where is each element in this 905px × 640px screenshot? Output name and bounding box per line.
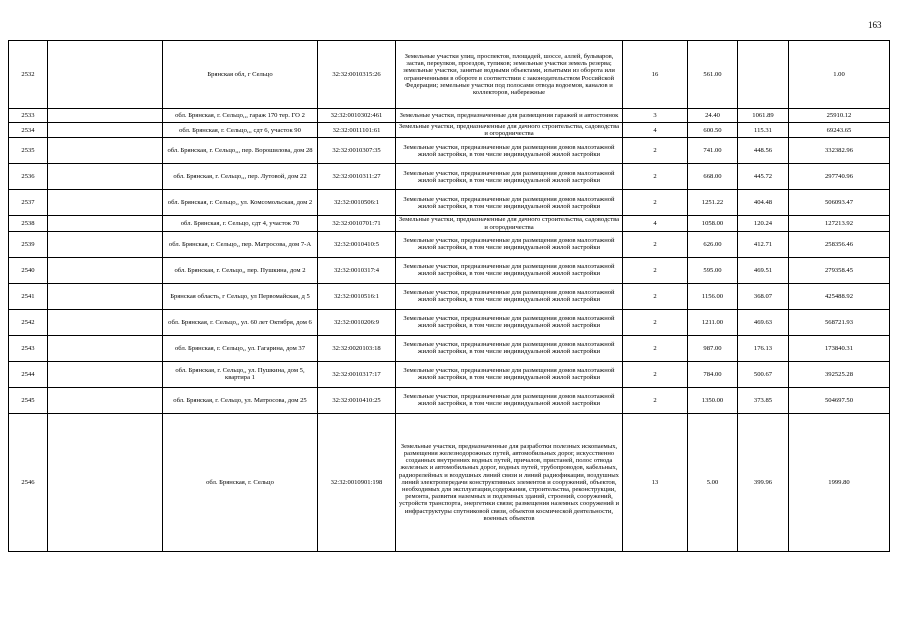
address-cell: обл. Брянская, г. Сельцо,, ул. 60 лет Октября, дом 6 <box>163 309 318 335</box>
row-number-cell: 2541 <box>9 283 48 309</box>
specific-value-cell: 368.07 <box>738 283 789 309</box>
area-cell: 1156.00 <box>688 283 738 309</box>
land-use-cell: Земельные участки, предназначенные для размещения домов малоэтажной жилой застройки, в том числе индивидуальной жилой застройки <box>396 231 623 257</box>
table-row <box>9 41 890 109</box>
cadastral-value-cell: 127213.92 <box>789 216 890 231</box>
land-use-cell: Земельные участки, предназначенные для дачного строительства, садоводства и огородничества <box>396 216 623 231</box>
blank-cell <box>48 309 163 335</box>
row-number-cell: 2540 <box>9 257 48 283</box>
group-cell: 2 <box>623 231 688 257</box>
row-number-cell: 2532 <box>9 41 48 109</box>
specific-value-cell: 469.63 <box>738 309 789 335</box>
group-cell: 2 <box>623 361 688 387</box>
cadastral-value-cell: 69243.65 <box>789 123 890 138</box>
group-cell: 2 <box>623 164 688 190</box>
table-row <box>9 123 890 138</box>
cadastral-value-cell: 1999.80 <box>789 413 890 551</box>
cadastral-number-cell: 32:32:0020103:18 <box>318 335 396 361</box>
table-row <box>9 216 890 231</box>
address-cell: обл. Брянская, г. Сельцо, ул. Матросова, дом 25 <box>163 387 318 413</box>
land-use-cell: Земельные участки, предназначенные для дачного строительства, садоводства и огородничества <box>396 123 623 138</box>
land-use-cell: Земельные участки, предназначенные для размещения домов малоэтажной жилой застройки, в том числе индивидуальной жилой застройки <box>396 138 623 164</box>
blank-cell <box>48 231 163 257</box>
cadastral-number-cell: 32:32:0010516:1 <box>318 283 396 309</box>
row-number-cell: 2535 <box>9 138 48 164</box>
group-cell: 4 <box>623 216 688 231</box>
area-cell: 784.00 <box>688 361 738 387</box>
table-row <box>9 164 890 190</box>
land-use-cell: Земельные участки, предназначенные для размещения домов малоэтажной жилой застройки, в том числе индивидуальной жилой застройки <box>396 387 623 413</box>
cadastral-value-cell: 504697.50 <box>789 387 890 413</box>
blank-cell <box>48 387 163 413</box>
cadastral-number-cell: 32:32:0010410:25 <box>318 387 396 413</box>
cadastral-value-cell: 279358.45 <box>789 257 890 283</box>
address-cell: обл. Брянская, г. Сельцо,, ул. Пушкина, дом 5, квартира 1 <box>163 361 318 387</box>
address-cell: обл. Брянская, г. Сельцо, сдт 4, участок 70 <box>163 216 318 231</box>
row-number-cell: 2533 <box>9 109 48 123</box>
group-cell: 2 <box>623 335 688 361</box>
area-cell: 24.40 <box>688 109 738 123</box>
specific-value-cell: 500.67 <box>738 361 789 387</box>
row-number-cell: 2546 <box>9 413 48 551</box>
address-cell: обл. Брянская, г. Сельцо,, ул. Гагарина, дом 37 <box>163 335 318 361</box>
cadastral-value-cell: 568721.93 <box>789 309 890 335</box>
address-cell: обл. Брянская, г. Сельцо <box>163 413 318 551</box>
row-number-cell: 2536 <box>9 164 48 190</box>
cadastral-value-cell: 392525.28 <box>789 361 890 387</box>
table-row <box>9 109 890 123</box>
specific-value-cell: 1061.89 <box>738 109 789 123</box>
blank-cell <box>48 164 163 190</box>
cadastral-value-cell: 258356.46 <box>789 231 890 257</box>
cadastral-number-cell: 32:32:0010317:4 <box>318 257 396 283</box>
specific-value-cell: 404.48 <box>738 190 789 216</box>
cadastral-number-cell: 32:32:0010315:26 <box>318 41 396 109</box>
area-cell: 1350.00 <box>688 387 738 413</box>
table-row <box>9 413 890 551</box>
row-number-cell: 2542 <box>9 309 48 335</box>
cadastral-value-cell: 506093.47 <box>789 190 890 216</box>
row-number-cell: 2544 <box>9 361 48 387</box>
land-use-cell: Земельные участки, предназначенные для размещения гаражей и автостоянок <box>396 109 623 123</box>
address-cell: Брянская обл, г Сельцо <box>163 41 318 109</box>
specific-value-cell: 176.13 <box>738 335 789 361</box>
blank-cell <box>48 190 163 216</box>
land-use-cell: Земельные участки, предназначенные для разработки полезных ископаемых, размещения железнодорожных путей, автомобильных дорог, искусственно созданных внутренних водных путей, причалов, пристаней, полос отвода железных и автомобильных дорог, водных путей, трубопроводов, кабельных, радиорелейных и воздушных линий связи и линий радиофикации, воздушных линий электропередачи конструктивных элементов и сооружений, объектов, необходимых для эксплуатации,содержания, строительства, реконструкции, ремонта, развития наземных и подземных зданий, строений, сооружений, устройств транспорта, энергетики связи; размещения наземных сооружений и инфраструктуры спутниковой связи, объектов космической деятельности, военных объектов <box>396 413 623 551</box>
row-number-cell: 2545 <box>9 387 48 413</box>
row-number-cell: 2538 <box>9 216 48 231</box>
cadastral-number-cell: 32:32:0010311:27 <box>318 164 396 190</box>
area-cell: 987.00 <box>688 335 738 361</box>
table-row <box>9 387 890 413</box>
area-cell: 600.50 <box>688 123 738 138</box>
address-cell: обл. Брянская, г. Сельцо,,, сдт 6, участок 90 <box>163 123 318 138</box>
row-number-cell: 2539 <box>9 231 48 257</box>
area-cell: 561.00 <box>688 41 738 109</box>
specific-value-cell: 445.72 <box>738 164 789 190</box>
address-cell: обл. Брянская, г. Сельцо,, пер. Пушкина, дом 2 <box>163 257 318 283</box>
group-cell: 3 <box>623 109 688 123</box>
group-cell: 13 <box>623 413 688 551</box>
land-use-cell: Земельные участки, предназначенные для размещения домов малоэтажной жилой застройки, в том числе индивидуальной жилой застройки <box>396 190 623 216</box>
land-use-cell: Земельные участки, предназначенные для размещения домов малоэтажной жилой застройки, в том числе индивидуальной жилой застройки <box>396 309 623 335</box>
land-use-cell: Земельные участки, предназначенные для размещения домов малоэтажной жилой застройки, в том числе индивидуальной жилой застройки <box>396 164 623 190</box>
blank-cell <box>48 413 163 551</box>
area-cell: 668.00 <box>688 164 738 190</box>
table-row <box>9 231 890 257</box>
specific-value-cell: 115.31 <box>738 123 789 138</box>
blank-cell <box>48 41 163 109</box>
cadastral-number-cell: 32:32:0010317:17 <box>318 361 396 387</box>
group-cell: 2 <box>623 257 688 283</box>
group-cell: 2 <box>623 283 688 309</box>
area-cell: 1251.22 <box>688 190 738 216</box>
land-use-cell: Земельные участки, предназначенные для размещения домов малоэтажной жилой застройки, в том числе индивидуальной жилой застройки <box>396 361 623 387</box>
cadastral-value-cell: 1.00 <box>789 41 890 109</box>
land-use-cell: Земельные участки, предназначенные для размещения домов малоэтажной жилой застройки, в том числе индивидуальной жилой застройки <box>396 335 623 361</box>
row-number-cell: 2537 <box>9 190 48 216</box>
group-cell: 2 <box>623 387 688 413</box>
area-cell: 1058.00 <box>688 216 738 231</box>
specific-value-cell: 373.85 <box>738 387 789 413</box>
cadastral-number-cell: 32:32:0010901:198 <box>318 413 396 551</box>
area-cell: 626.00 <box>688 231 738 257</box>
table-row <box>9 190 890 216</box>
cadastral-number-cell: 32:32:0010302:461 <box>318 109 396 123</box>
table-row <box>9 257 890 283</box>
specific-value-cell: 469.51 <box>738 257 789 283</box>
specific-value-cell: 448.56 <box>738 138 789 164</box>
address-cell: обл. Брянская, г. Сельцо,, ул. Комсомольская, дом 2 <box>163 190 318 216</box>
cadastral-value-cell: 332382.96 <box>789 138 890 164</box>
registry-table <box>8 40 890 552</box>
cadastral-number-cell: 32:32:0010506:1 <box>318 190 396 216</box>
cadastral-value-cell: 173840.31 <box>789 335 890 361</box>
blank-cell <box>48 109 163 123</box>
address-cell: обл. Брянская, г. Сельцо,,, пер. Лутовой, дом 22 <box>163 164 318 190</box>
blank-cell <box>48 123 163 138</box>
page-number: 163 <box>868 20 882 30</box>
group-cell: 16 <box>623 41 688 109</box>
table-row <box>9 361 890 387</box>
registry-body <box>9 41 890 552</box>
specific-value-cell: 120.24 <box>738 216 789 231</box>
cadastral-value-cell: 25910.12 <box>789 109 890 123</box>
specific-value-cell: 399.96 <box>738 413 789 551</box>
blank-cell <box>48 283 163 309</box>
area-cell: 595.00 <box>688 257 738 283</box>
land-use-cell: Земельные участки улиц, проспектов, площадей, шоссе, аллей, бульваров, застав, переулков, проездов, тупиков; земельные участки земель резерва; земельные участки, занятые водными объектами, изъятыми из оборота или ограниченными в обороте в соответствии с законодательством Российской Федерации; земельные участки под полосами отвода водоемов, каналов и коллекторов, набережные <box>396 41 623 109</box>
area-cell: 741.00 <box>688 138 738 164</box>
table-row <box>9 309 890 335</box>
group-cell: 2 <box>623 309 688 335</box>
table-row <box>9 335 890 361</box>
group-cell: 2 <box>623 190 688 216</box>
cadastral-number-cell: 32:32:0011101:61 <box>318 123 396 138</box>
area-cell: 5.00 <box>688 413 738 551</box>
area-cell: 1211.00 <box>688 309 738 335</box>
cadastral-number-cell: 32:32:0010701:71 <box>318 216 396 231</box>
address-cell: обл. Брянская, г. Сельцо,,, гараж 170 тер. ГО 2 <box>163 109 318 123</box>
cadastral-number-cell: 32:32:0010307:35 <box>318 138 396 164</box>
address-cell: Брянская область, г Сельцо, ул Первомайская, д 5 <box>163 283 318 309</box>
row-number-cell: 2534 <box>9 123 48 138</box>
cadastral-value-cell: 425488.92 <box>789 283 890 309</box>
group-cell: 4 <box>623 123 688 138</box>
cadastral-number-cell: 32:32:0010410:5 <box>318 231 396 257</box>
cadastral-value-cell: 297740.96 <box>789 164 890 190</box>
group-cell: 2 <box>623 138 688 164</box>
table-row <box>9 138 890 164</box>
blank-cell <box>48 361 163 387</box>
specific-value-cell: 412.71 <box>738 231 789 257</box>
row-number-cell: 2543 <box>9 335 48 361</box>
specific-value-cell <box>738 41 789 109</box>
cadastral-number-cell: 32:32:0010206:9 <box>318 309 396 335</box>
blank-cell <box>48 335 163 361</box>
blank-cell <box>48 138 163 164</box>
land-use-cell: Земельные участки, предназначенные для размещения домов малоэтажной жилой застройки, в том числе индивидуальной жилой застройки <box>396 257 623 283</box>
table-row <box>9 283 890 309</box>
land-use-cell: Земельные участки, предназначенные для размещения домов малоэтажной жилой застройки, в том числе индивидуальной жилой застройки <box>396 283 623 309</box>
blank-cell <box>48 257 163 283</box>
address-cell: обл. Брянская, г. Сельцо,, пер. Матросова, дом 7-А <box>163 231 318 257</box>
blank-cell <box>48 216 163 231</box>
address-cell: обл. Брянская, г. Сельцо,,, пер. Ворошилова, дом 28 <box>163 138 318 164</box>
